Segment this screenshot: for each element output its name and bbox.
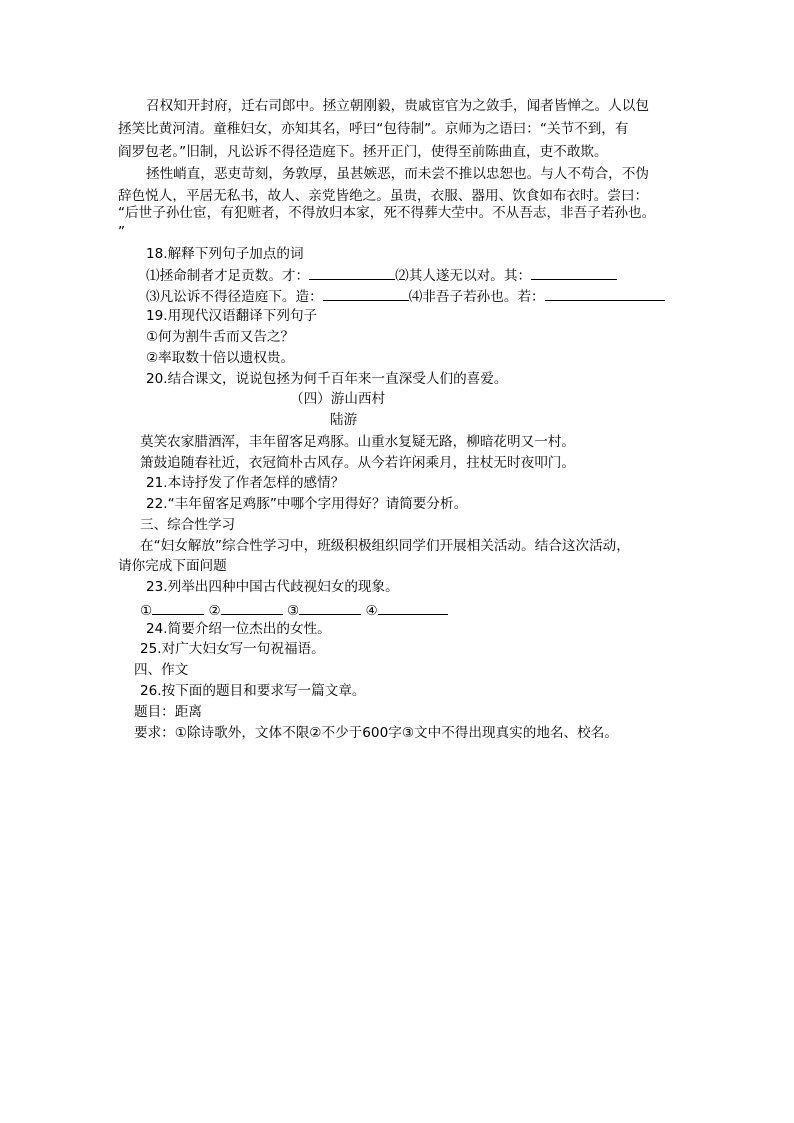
passage-line: “后世子孙仕宦，有犯赃者，不得放归本家，死不得葬大茔中。不从吾志，非吾子若孙也。 <box>118 205 656 221</box>
question-19-item: ②率取数十倍以遗权贵。 <box>146 350 295 366</box>
question-18: 18.解释下列句子加点的词 <box>146 246 304 262</box>
question-23: 23.列举出四种中国古代歧视妇女的现象。 <box>146 579 399 595</box>
essay-topic: 题目：距离 <box>134 704 202 720</box>
section-intro: 请你完成下面问题 <box>118 558 227 574</box>
item-marker: ③ <box>287 603 300 619</box>
answer-blank[interactable] <box>378 600 448 615</box>
passage-line: 辞色悦人，平居无私书，故人、亲党皆绝之。虽贵，衣服、器用、饮食如布衣时。尝曰： <box>118 188 649 204</box>
question-26: 26.按下面的题目和要求写一篇文章。 <box>140 683 366 699</box>
answer-blank[interactable] <box>221 600 283 615</box>
question-21: 21.本诗抒发了作者怎样的感情？ <box>146 475 345 491</box>
question-22: 22.“丰年留客足鸡豚”中哪个字用得好？请简要分析。 <box>146 496 468 512</box>
passage-line: 拯性峭直，恶吏苛刻，务敦厚，虽甚嫉恶，而未尝不推以忠恕也。与人不苟合，不伪 <box>146 166 649 182</box>
answer-blank[interactable] <box>323 286 409 301</box>
passage-line: 召权知开封府，迁右司郎中。拯立朝刚毅，贵戚宦官为之敛手，闻者皆惮之。人以包 <box>146 98 649 114</box>
passage-line: ” <box>118 224 126 240</box>
passage-line: 拯笑比黄河清。童稚妇女，亦知其名，呼曰“包待制”。京师为之语曰：“关节不到，有 <box>118 121 629 137</box>
essay-requirements: 要求：①除诗歌外，文体不限②不少于600字③文中不得出现真实的地名、校名。 <box>134 725 618 741</box>
section-heading: 四、作文 <box>134 662 189 678</box>
item-marker: ① <box>140 603 153 619</box>
poem-title: （四）游山西村 <box>290 391 386 407</box>
section-intro: 在“妇女解放”综合性学习中，班级积极组织同学们开展相关活动。结合这次活动， <box>140 538 630 554</box>
answer-blank[interactable] <box>309 265 395 280</box>
question-18-item-2: ⑵其人遂无以对。其： <box>395 268 532 284</box>
question-18-item <box>146 265 617 285</box>
item-marker: ④ <box>365 603 378 619</box>
question-18-item-1: ⑴拯命制者才足贡数。才： <box>146 268 310 284</box>
answer-blank[interactable] <box>152 600 204 615</box>
answer-blank[interactable] <box>531 265 617 280</box>
answer-blank[interactable] <box>299 600 361 615</box>
question-18-item-3: ⑶凡讼诉不得径造庭下。造： <box>146 289 323 305</box>
question-24: 24.简要介绍一位杰出的女性。 <box>146 621 331 637</box>
poem-line: 莫笑农家腊酒浑，丰年留客足鸡豚。山重水复疑无路，柳暗花明又一村。 <box>140 434 575 450</box>
question-18-item-4: ⑷非吾子若孙也。若： <box>408 289 545 305</box>
passage-line: 阎罗包老。”旧制，凡讼诉不得径造庭下。拯开正门，使得至前陈曲直，吏不敢欺。 <box>118 144 608 160</box>
section-heading: 三、综合性学习 <box>140 517 236 533</box>
question-18-item <box>146 286 665 306</box>
poem-line: 箫鼓追随春社近，衣冠简朴古风存。从今若许闲乘月，拄杖无时夜叩门。 <box>140 455 575 471</box>
question-20: 20.结合课文，说说包拯为何千百年来一直深受人们的喜爱。 <box>146 371 508 387</box>
question-23-blanks <box>140 600 448 620</box>
question-19-item: ①何为割牛舌而又告之？ <box>146 329 295 345</box>
item-marker: ② <box>208 603 221 619</box>
question-25: 25.对广大妇女写一句祝福语。 <box>140 641 325 657</box>
poem-author: 陆游 <box>330 412 358 428</box>
answer-blank[interactable] <box>545 286 665 301</box>
question-19: 19.用现代汉语翻译下列句子 <box>146 308 318 324</box>
